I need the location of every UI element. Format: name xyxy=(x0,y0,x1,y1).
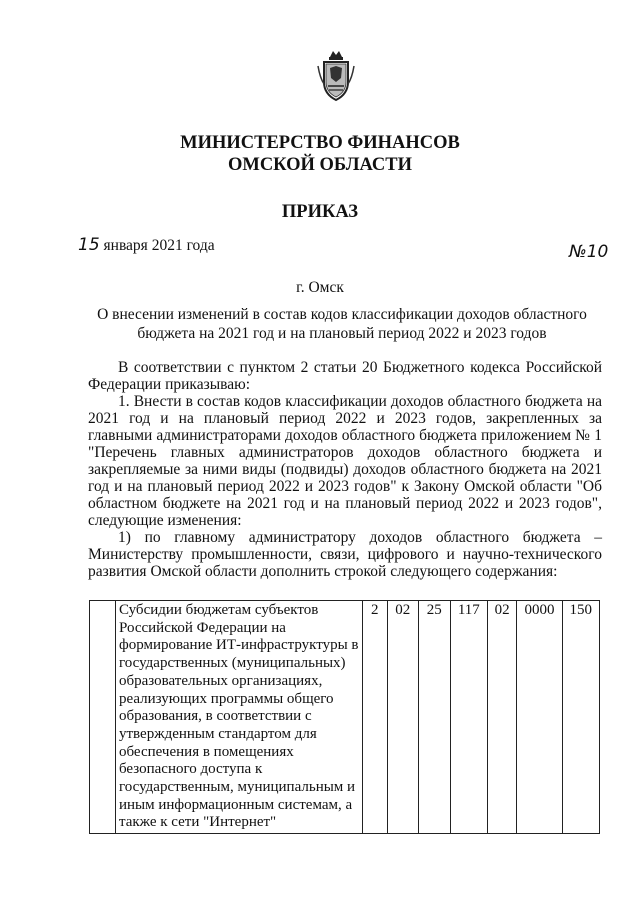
coat-of-arms-icon xyxy=(316,48,356,104)
subpoint-1-paragraph: 1) по главному администратору доходов областного бюджета – Министерству промышленности, связи, цифрового и научно-технического развития Омской области дополнить строкой следующего содержания: xyxy=(88,529,602,580)
table-cell-empty xyxy=(90,601,116,834)
number-prefix: № xyxy=(569,242,587,262)
preamble-paragraph: В соответствии с пунктом 2 статьи 20 Бюджетного кодекса Российской Федерации приказываю: xyxy=(88,359,602,393)
code-cell: 2 xyxy=(362,601,387,834)
city: г. Омск xyxy=(296,279,344,296)
point-1-paragraph: 1. Внести в состав кодов классификации доходов областного бюджета на 2021 год и на плановый период 2022 и 2023 годов, закрепленных за главными администраторами доходов областного бюджета приложением № 1 "Перечень главных администраторов доходов областного бюджета и закрепляемые за ними виды (подвиды) доходов областного бюджета на 2021 год и на плановый период 2022 и 2023 годов" к Закону Омской области "Об областном бюджете на 2021 год и на плановый период 2022 и 2023 годов", следующие изменения: xyxy=(88,393,602,529)
code-cell: 0000 xyxy=(517,601,562,834)
subject-line-2: бюджета на 2021 год и на плановый период 2022 и 2023 годов xyxy=(137,325,547,342)
order-number xyxy=(569,242,608,262)
ministry-title-line1: МИНИСТЕРСТВО ФИНАНСОВ xyxy=(180,133,460,153)
income-name-cell: Субсидии бюджетам субъектов Российской Федерации на формирование ИТ-инфраструктуры в государственных (муниципальных) образовательных организациях, реализующих программы общего образования, в соответствии с утвержденным стандартом для обеспечения в помещениях безопасного доступа к государственным, муниципальным и иным информационным системам, а также к сети "Интернет" xyxy=(116,601,363,834)
order-body xyxy=(88,359,602,580)
subject-line-1: О внесении изменений в состав кодов классификации доходов областного xyxy=(97,306,587,323)
code-cell: 117 xyxy=(450,601,487,834)
code-cell: 150 xyxy=(562,601,599,834)
income-codes-table xyxy=(89,600,600,834)
order-date xyxy=(78,235,215,255)
date-month-year: января 2021 года xyxy=(103,237,215,254)
code-cell: 02 xyxy=(487,601,516,834)
code-cell: 25 xyxy=(418,601,450,834)
table-row xyxy=(90,601,600,834)
date-day-handwritten: 15 xyxy=(78,235,100,255)
number-value-handwritten: 10 xyxy=(586,242,609,262)
order-subject xyxy=(88,305,596,343)
code-cell: 02 xyxy=(387,601,418,834)
document-type: ПРИКАЗ xyxy=(281,202,359,222)
ministry-title-line2: ОМСКОЙ ОБЛАСТИ xyxy=(227,155,413,175)
